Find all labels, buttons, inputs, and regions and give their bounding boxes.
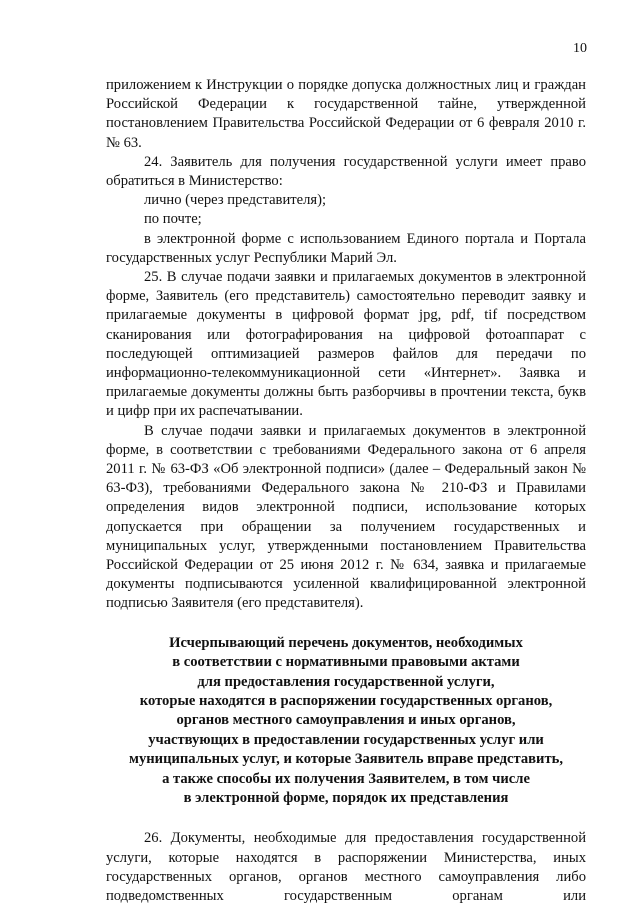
heading-line: участвующих в предоставлении государственных услуг или: [148, 731, 544, 748]
page-number: 10: [573, 41, 587, 56]
heading-line: органов местного самоуправления и иных органов,: [176, 712, 516, 729]
paragraph-24: 24. Заявитель для получения государственной услуги имеет право обратиться в Министерство:: [106, 153, 586, 190]
paragraph-26: 26. Документы, необходимые для предоставления государственной услуги, которые находятся в распоряжении Министерства, иных государственных органов, органов местного самоуправления либо подведомственных государственным органам или: [106, 830, 586, 904]
paragraph-electronic: в электронной форме с использованием Единого портала и Портала государственных услуг Республики Марий Эл.: [106, 230, 586, 266]
section-heading: [106, 634, 586, 809]
heading-line: в электронной форме, порядок их представления: [183, 789, 509, 806]
paragraph-25: 25. В случае подачи заявки и прилагаемых документов в электронной форме, Заявитель (его представитель) самостоятельно переводит заявку и прилагаемые документы в цифровой формат jpg, pdf, tif посредством сканирования или фотографирования на цифровой фотоаппарат с последующей оптимизацией размеров файлов для передачи по информационно-телекоммуникационной сети «Интернет». Заявка и прилагаемые документы должны быть разборчивы в прочтении текста, букв и цифр при их распечатывании.: [106, 269, 586, 420]
heading-line: которые находятся в распоряжении государственных органов,: [139, 692, 553, 709]
paragraph-by-mail: по почте;: [144, 211, 202, 228]
document-body: [106, 76, 586, 906]
heading-line: для предоставления государственной услуги,: [197, 673, 495, 690]
heading-line: муниципальных услуг, и которые Заявитель вправе представить,: [129, 751, 563, 768]
paragraph-1: приложением к Инструкции о порядке допуска должностных лиц и граждан Российской Федерации к государственной тайне, утвержденной постановлением Правительства Российской Федерации от 6 февраля 2010 г. № 63.: [106, 77, 586, 151]
heading-line: в соответствии с нормативными правовыми актами: [172, 654, 520, 671]
paragraph-electronic-signature: В случае подачи заявки и прилагаемых документов в электронной форме, в соответствии с требованиями Федерального закона от 6 апреля 2011 г. № 63-ФЗ «Об электронной подписи» (далее – Федеральный закон № 63-ФЗ), требованиями Федерального закона № 210-ФЗ и Правилами определения видов электронной подписи, использование которых допускается при обращении за получением государственных и муниципальных услуг, утвержденными постановлением Правительства Российской Федерации от 25 июня 2012 г. № 634, заявка и прилагаемые документы подписываются усиленной квалифицированной электронной подписью Заявителя (его представителя).: [106, 422, 586, 612]
heading-line: Исчерпывающий перечень документов, необходимых: [169, 634, 523, 651]
heading-line: а также способы их получения Заявителем, в том числе: [162, 770, 530, 787]
paragraph-in-person: лично (через представителя);: [144, 192, 327, 209]
